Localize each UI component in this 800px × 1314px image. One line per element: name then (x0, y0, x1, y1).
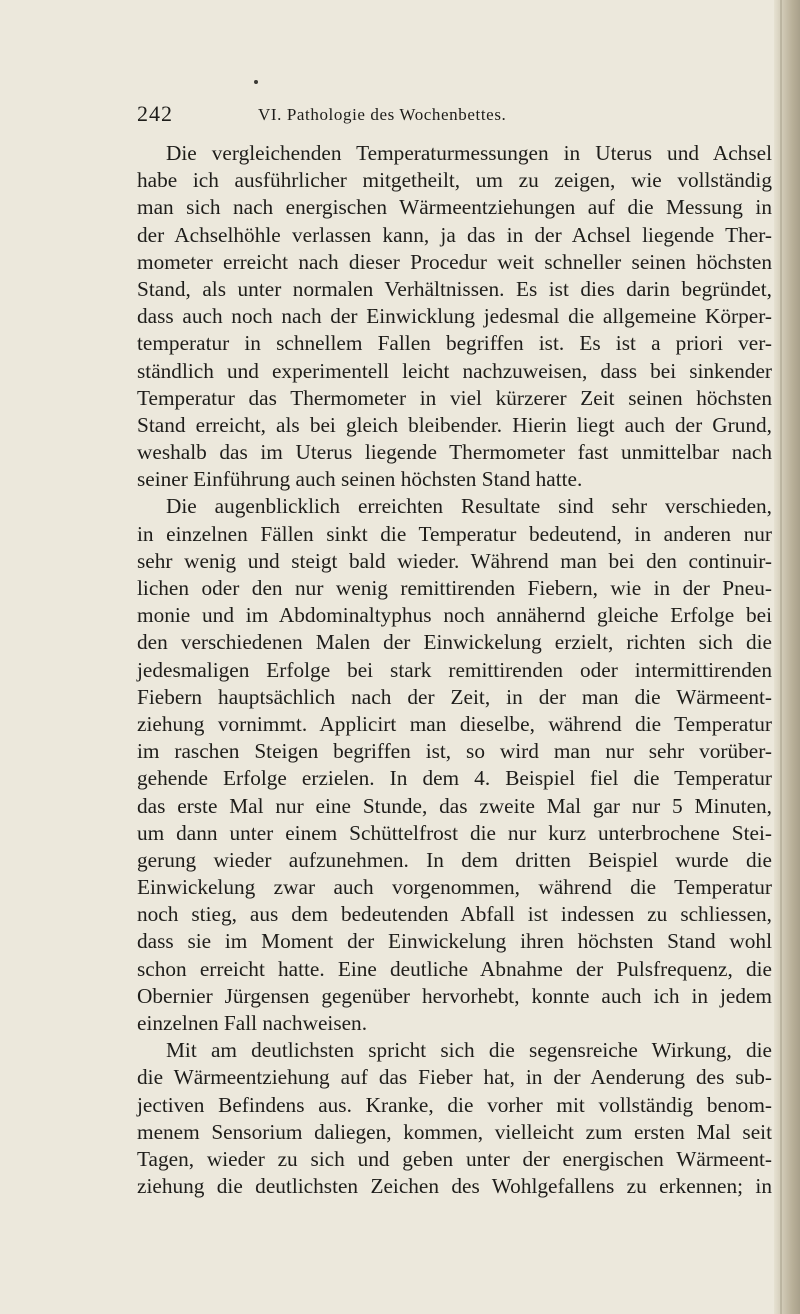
text-line: weshalb das im Uterus liegende Thermometer fast unmittelbar nach (137, 440, 772, 465)
text-line: lichen oder den nur wenig remittirenden Fiebern, wie in der Pneu- (137, 576, 772, 600)
text-line: das erste Mal nur eine Stunde, das zweite Mal gar nur 5 Minuten, (137, 793, 772, 818)
text-line: schon erreicht hatte. Eine deutliche Abnahme der Pulsfrequenz, die (137, 956, 772, 981)
text-line: menem Sensorium daliegen, kommen, vielleicht zum ersten Mal seit (137, 1119, 772, 1144)
text-line: noch stieg, aus dem bedeutenden Abfall ist indessen zu schliessen, (137, 902, 772, 927)
text-line: jectiven Befindens aus. Kranke, die vorher mit vollständig benom- (137, 1092, 772, 1117)
text-line: im raschen Steigen begriffen ist, so wird man nur sehr vorüber- (137, 739, 772, 764)
text-line: Fiebern hauptsächlich nach der Zeit, in der man die Wärmeent- (137, 684, 772, 709)
text-line: sehr wenig und steigt bald wieder. Während man bei den continuir- (137, 548, 772, 573)
text-line: ständlich und experimentell leicht nachzuweisen, dass bei sinkender (137, 358, 772, 383)
ink-speck (254, 80, 258, 84)
text-line: der Achselhöhle verlassen kann, ja das in der Achsel liegende Ther- (137, 222, 772, 247)
text-line: einzelnen Fall nachweisen. (137, 1011, 368, 1035)
text-line: Temperatur das Thermometer in viel kürzerer Zeit seinen höchsten (137, 385, 772, 410)
text-line: habe ich ausführlicher mitgetheilt, um zu zeigen, wie vollständig (137, 168, 772, 193)
running-head: VI. Pathologie des Wochenbettes. (258, 105, 507, 124)
text-line: jedesmaligen Erfolge bei stark remittirenden oder intermittirenden (137, 657, 772, 682)
text-line: ziehung die deutlichsten Zeichen des Wohlgefallens zu erkennen; in (137, 1174, 772, 1199)
text-line: temperatur in schnellem Fallen begriffen ist. Es ist a priori ver- (137, 331, 772, 356)
text-line: um dann unter einem Schüttelfrost die nur kurz unterbrochene Stei- (137, 820, 772, 845)
text-line: Die augenblicklich erreichten Resultate sind sehr verschieden, (166, 494, 772, 519)
text-line: die Wärmeentziehung auf das Fieber hat, in der Aenderung des sub- (137, 1065, 772, 1090)
text-line: Mit am deutlichsten spricht sich die segensreiche Wirkung, die (166, 1038, 772, 1063)
page-header (0, 99, 800, 129)
text-line: man sich nach energischen Wärmeentziehungen auf die Messung in (137, 195, 772, 220)
text-line: seiner Einführung auch seinen höchsten Stand hatte. (137, 467, 583, 492)
text-line: gehende Erfolge erzielen. In dem 4. Beispiel fiel die Temperatur (137, 766, 772, 791)
text-line: Stand erreicht, als bei gleich bleibender. Hierin liegt auch der Grund, (137, 412, 772, 437)
text-line: Obernier Jürgensen gegenüber hervorhebt, konnte auch ich in jedem (137, 983, 772, 1008)
text-line: monie und im Abdominaltyphus noch annähernd gleiche Erfolge bei (137, 603, 772, 628)
text-line: dass sie im Moment der Einwickelung ihren höchsten Stand wohl (137, 929, 772, 954)
text-line: gerung wieder aufzunehmen. In dem dritten Beispiel wurde die (137, 847, 772, 872)
text-line: Einwickelung zwar auch vorgenommen, während die Temperatur (137, 875, 772, 900)
text-line: ziehung vornimmt. Applicirt man dieselbe, während die Temperatur (137, 711, 772, 736)
page-number: 242 (137, 101, 173, 126)
text-line: in einzelnen Fällen sinkt die Temperatur bedeutend, in anderen nur (137, 521, 772, 546)
text-line: mometer erreicht nach dieser Procedur weit schneller seinen höchsten (137, 249, 772, 274)
text-line: Stand, als unter normalen Verhältnissen. Es ist dies darin begründet, (137, 276, 772, 301)
page-edge (774, 0, 800, 1314)
text-line: dass auch noch nach der Einwicklung jedesmal die allgemeine Körper- (137, 304, 772, 329)
text-line: Tagen, wieder zu sich und geben unter der energischen Wärmeent- (137, 1146, 772, 1171)
text-line: Die vergleichenden Temperaturmessungen in Uterus und Achsel (166, 141, 772, 165)
body-text (137, 140, 772, 1200)
text-line: den verschiedenen Malen der Einwickelung erzielt, richten sich die (137, 630, 772, 655)
